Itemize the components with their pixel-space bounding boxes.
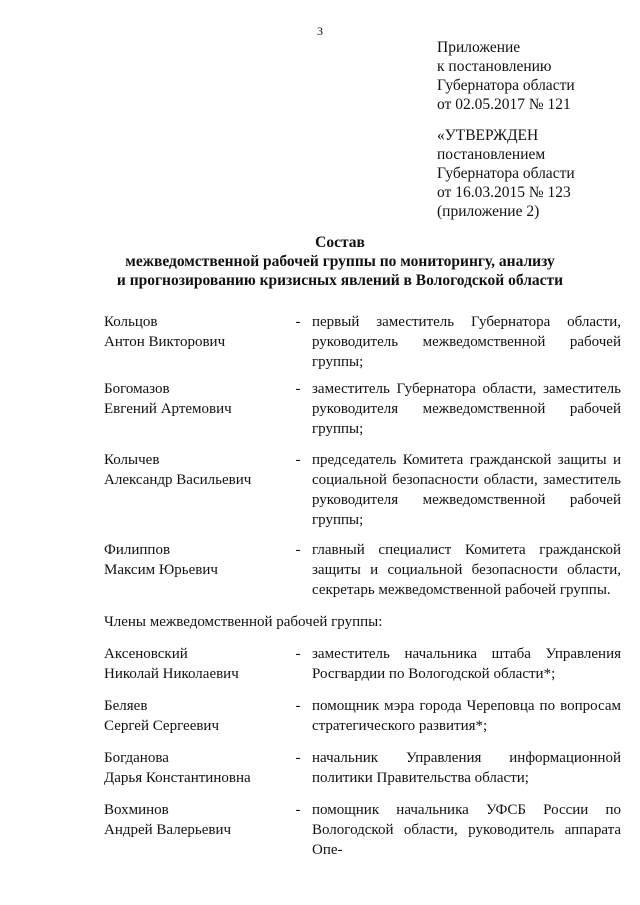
surname: Колычев [104, 452, 160, 468]
dash: - [295, 750, 301, 766]
appendix-line: Приложение [437, 39, 521, 56]
approval-line: от 16.03.2015 № 123 [437, 184, 571, 201]
appendix-line: Губернатора области [437, 77, 575, 94]
title-line: и прогнозированию кризисных явлений в Вологодской области [116, 272, 564, 289]
person-name [104, 696, 284, 736]
given-names: Николай Николаевич [104, 666, 239, 682]
person-role: начальник Управления информационной политики Правительства области; [312, 750, 621, 786]
person-name [104, 540, 284, 580]
approval-line: Губернатора области [437, 165, 575, 182]
approval-line: постановлением [437, 146, 546, 163]
dash: - [295, 802, 301, 818]
appendix-block [437, 38, 575, 114]
surname: Вохминов [104, 802, 169, 818]
surname: Беляев [104, 698, 148, 714]
page-number: 3 [317, 24, 323, 38]
given-names: Евгений Артемович [104, 401, 232, 417]
dash: - [295, 646, 301, 662]
dash: - [295, 698, 301, 714]
given-names: Антон Викторович [104, 334, 226, 350]
given-names: Андрей Валерьевич [104, 822, 232, 838]
person-name [104, 800, 284, 840]
approval-line: «УТВЕРЖДЕН [437, 127, 539, 144]
title-line: Состав [315, 234, 365, 251]
given-names: Сергей Сергеевич [104, 718, 220, 734]
appendix-line: к постановлению [437, 58, 552, 75]
person-role: заместитель начальника штаба Управления Росгвардии по Вологодской области*; [312, 646, 621, 682]
approval-block [437, 126, 575, 221]
surname: Кольцов [104, 314, 158, 330]
approval-line: (приложение 2) [437, 203, 540, 220]
person-role: первый заместитель Губернатора области, руководитель межведомственной рабочей группы; [312, 314, 621, 370]
members-heading: Члены межведомственной рабочей группы: [104, 614, 383, 630]
title-line: межведомственной рабочей группы по мониторингу, анализу [125, 253, 555, 270]
document-title [60, 233, 620, 290]
dash: - [295, 452, 301, 468]
person-role: заместитель Губернатора области, заместитель руководителя межведомственной рабочей группы; [312, 381, 621, 437]
given-names: Александр Васильевич [104, 472, 252, 488]
appendix-line: от 02.05.2017 № 121 [437, 96, 571, 113]
person-role: председатель Комитета гражданской защиты и социальной безопасности области, заместитель руководителя межведомственной рабочей группы; [312, 452, 621, 528]
person-name [104, 379, 284, 419]
person-name [104, 644, 284, 684]
person-name [104, 748, 284, 788]
surname: Богомазов [104, 381, 170, 397]
surname: Богданова [104, 750, 169, 766]
surname: Аксеновский [104, 646, 188, 662]
person-name [104, 312, 284, 352]
person-role: помощник начальника УФСБ России по Вологодской области, руководитель аппарата Опе- [312, 802, 621, 858]
person-role: помощник мэра города Череповца по вопросам стратегического развития*; [312, 698, 621, 734]
dash: - [295, 542, 301, 558]
surname: Филиппов [104, 542, 171, 558]
dash: - [295, 381, 301, 397]
person-role: главный специалист Комитета гражданской защиты и социальной безопасности области, секретарь межведомственной рабочей группы. [312, 542, 621, 598]
given-names: Максим Юрьевич [104, 562, 218, 578]
dash: - [295, 314, 301, 330]
person-name [104, 450, 284, 490]
given-names: Дарья Константиновна [104, 770, 251, 786]
